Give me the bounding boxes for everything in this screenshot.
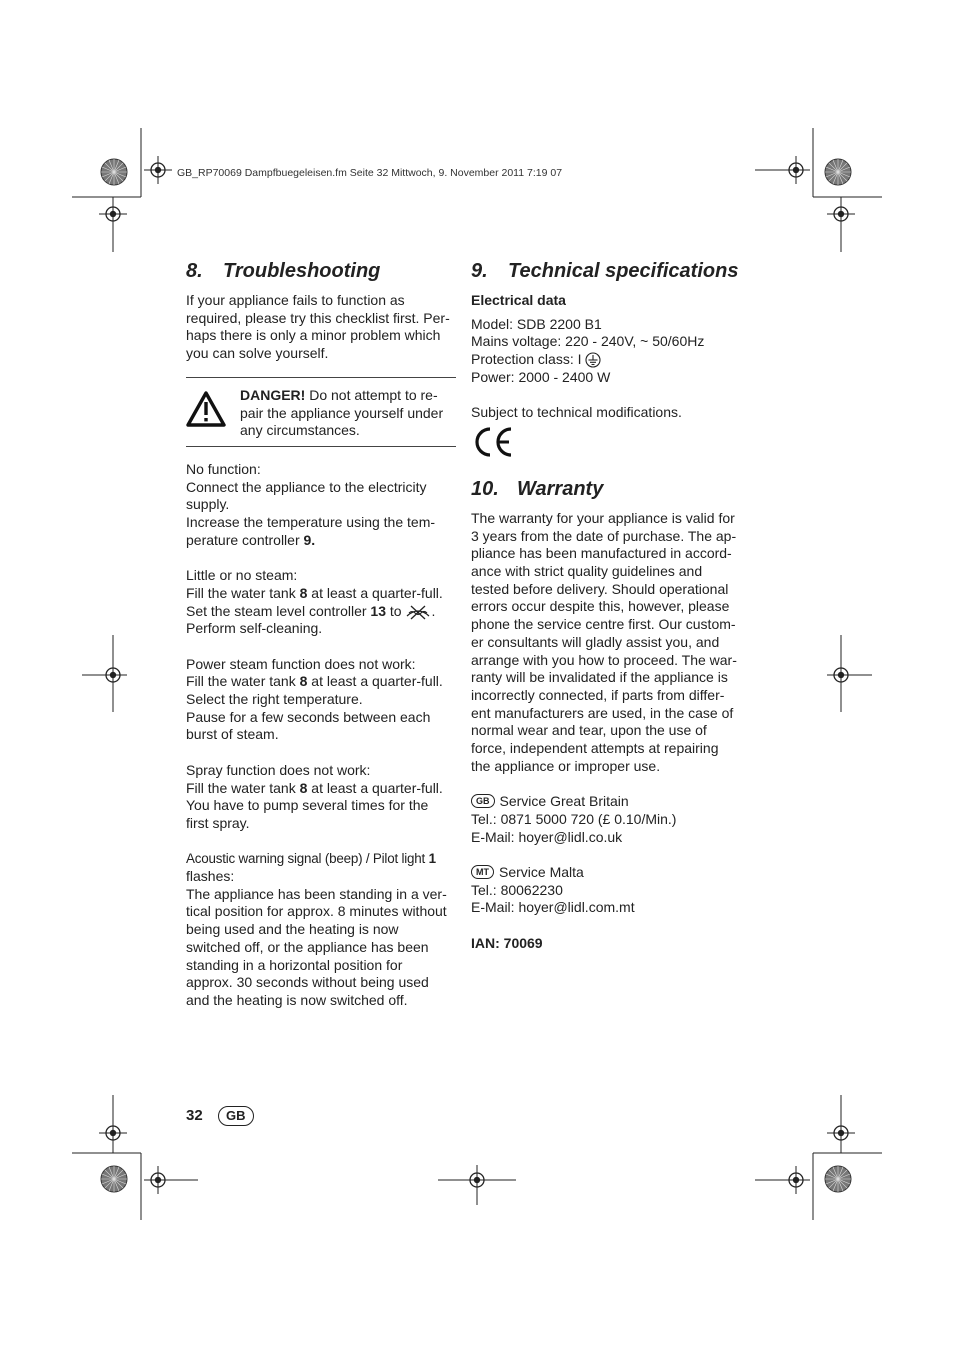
color-wheel-icon (825, 1166, 851, 1192)
technical-section (471, 258, 751, 952)
service-tel: Tel.: 0871 5000 720 (£ 0.10/Min.) (471, 810, 677, 827)
ref-number: 8 (299, 673, 308, 690)
block-line: being used and the heating is now (186, 921, 399, 938)
country-badge: GB (218, 1106, 254, 1126)
block-heading (186, 850, 456, 868)
intro-line: If your appliance fails to function as (186, 292, 405, 308)
spec-protection (471, 351, 751, 369)
service-name (471, 793, 751, 811)
warranty-heading (471, 476, 751, 502)
block-line (186, 585, 456, 603)
steam-off-icon (405, 604, 431, 620)
block-heading: flashes: (186, 868, 235, 885)
warranty-line: incorrectly connected, if parts from differ- (471, 686, 725, 703)
spec-model: Model: SDB 2200 B1 (471, 315, 602, 332)
subject-note: Subject to technical modifications. (471, 404, 682, 421)
section-title: Technical specifications (508, 260, 739, 282)
ref-number: 1 (428, 851, 436, 867)
block-line (186, 603, 456, 621)
ref-number: 9. (303, 531, 316, 548)
electrical-data-heading: Electrical data (471, 292, 566, 308)
block-heading: No function: (186, 460, 261, 477)
intro-line: you can solve yourself. (186, 345, 329, 362)
warranty-line: arrange with you how to proceed. The war- (471, 651, 737, 668)
little-steam-block (186, 567, 456, 638)
file-header: GB_RP70069 Dampfbuegeleisen.fm Seite 32 Mittwoch, 9. November 2011 7:19 07 (177, 167, 563, 179)
ian-number: IAN: 70069 (471, 934, 543, 951)
block-line: Connect the appliance to the electricity (186, 478, 427, 495)
spec-power: Power: 2000 - 2400 W (471, 368, 611, 385)
registration-mark-icon (144, 156, 172, 184)
block-line: tical position for approx. 8 minutes without (186, 903, 447, 920)
spec-voltage: Mains voltage: 220 - 240V, ~ 50/60Hz (471, 333, 705, 350)
text-span: Service Malta (499, 863, 584, 880)
text-span: . (431, 602, 436, 619)
service-email: E-Mail: hoyer@lidl.com.mt (471, 899, 635, 916)
troubleshooting-section (186, 258, 456, 1010)
ref-number: 8 (299, 584, 308, 601)
service-email: E-Mail: hoyer@lidl.co.uk (471, 828, 623, 845)
section-number: 8. (186, 260, 203, 282)
service-tel: Tel.: 80062230 (471, 881, 563, 898)
text-span: Acoustic warning signal (beep) / Pilot light (186, 851, 429, 867)
warranty-line: force, independent attempts at repairing (471, 740, 719, 757)
text-span: Fill the water tank (186, 673, 300, 690)
warranty-line: 3 years from the date of purchase. The ap- (471, 527, 737, 544)
text-span: perature controller (186, 531, 304, 548)
block-line: burst of steam. (186, 726, 279, 743)
country-badge: GB (471, 794, 495, 808)
section-title: Warranty (517, 477, 604, 500)
block-heading: Spray function does not work: (186, 761, 371, 778)
warranty-line: normal wear and tear, upon the use of (471, 722, 707, 739)
warranty-line: ent manufacturers are used, in the case of (471, 704, 734, 721)
block-line: You have to pump several times for the (186, 797, 429, 814)
spray-block (186, 762, 456, 833)
warranty-line: The warranty for your appliance is valid for (471, 509, 735, 526)
intro-line: required, please try this checklist first. Per- (186, 309, 450, 326)
troubleshooting-heading (186, 258, 456, 284)
intro-line: haps there is only a minor problem which (186, 327, 441, 344)
danger-label: DANGER! (240, 386, 306, 403)
text-span: Service Great Britain (499, 793, 629, 810)
text-span: at least a quarter-full. (307, 673, 443, 690)
ground-symbol-icon (585, 352, 601, 368)
ref-number: 8 (299, 779, 308, 796)
block-line: first spray. (186, 814, 250, 831)
text-span: Fill the water tank (186, 584, 300, 601)
warranty-line: the appliance or improper use. (471, 757, 661, 774)
block-line: and the heating is now switched off. (186, 991, 408, 1008)
warning-triangle-icon (186, 391, 226, 427)
service-name (471, 864, 751, 882)
acoustic-block (186, 850, 456, 1009)
block-line: supply. (186, 496, 230, 513)
block-line (186, 532, 456, 550)
page-number: 32 (186, 1107, 203, 1124)
ref-number: 13 (370, 602, 386, 619)
warranty-line: er consultants will gladly assist you, and (471, 633, 720, 650)
service-mt (471, 864, 751, 917)
ce-mark-icon (471, 426, 515, 458)
block-line: Select the right temperature. (186, 691, 363, 708)
danger-line: pair the appliance yourself under (240, 404, 444, 421)
danger-box (186, 377, 456, 447)
danger-line: any circumstances. (240, 422, 360, 439)
danger-text (240, 387, 456, 440)
block-heading: Little or no steam: (186, 567, 298, 584)
country-badge: MT (471, 865, 494, 879)
text-span: at least a quarter-full. (307, 779, 443, 796)
intro-paragraph (186, 292, 456, 363)
block-line: Perform self-cleaning. (186, 620, 323, 637)
service-gb (471, 793, 751, 846)
section-title: Troubleshooting (223, 260, 381, 282)
text-span: Fill the water tank (186, 779, 300, 796)
warranty-line: phone the service centre first. Our custom- (471, 616, 736, 633)
color-wheel-icon (825, 159, 851, 185)
block-line: standing in a horizontal position for (186, 956, 403, 973)
power-steam-block (186, 656, 456, 745)
text-span: Set the steam level controller (186, 602, 371, 619)
text-span: at least a quarter-full. (307, 584, 443, 601)
block-line: The appliance has been standing in a ver- (186, 885, 447, 902)
color-wheel-icon (101, 159, 127, 185)
block-line: switched off, or the appliance has been (186, 938, 429, 955)
section-number: 10. (471, 477, 499, 500)
section-number: 9. (471, 260, 488, 282)
block-line: Pause for a few seconds between each (186, 708, 431, 725)
block-line: Increase the temperature using the tem- (186, 514, 436, 531)
warranty-paragraph (471, 510, 751, 776)
warranty-line: pliance has been manufactured in accord- (471, 545, 732, 562)
danger-line: Do not attempt to re- (305, 386, 438, 403)
color-wheel-icon (101, 1166, 127, 1192)
block-line (186, 780, 456, 798)
block-line: approx. 30 seconds without being used (186, 974, 429, 991)
warranty-line: errors occur despite this, however, please (471, 598, 730, 615)
no-function-block (186, 461, 456, 550)
block-heading: Power steam function does not work: (186, 655, 416, 672)
warranty-line: tested before delivery. Should operational (471, 580, 729, 597)
text-span: to (386, 602, 406, 619)
block-line (186, 673, 456, 691)
text-span: Protection class: I (471, 351, 582, 368)
warranty-line: ance with strict quality guidelines and (471, 563, 703, 580)
warranty-line: ranty will be invalidated if the appliance is (471, 669, 728, 686)
technical-heading (471, 258, 751, 284)
